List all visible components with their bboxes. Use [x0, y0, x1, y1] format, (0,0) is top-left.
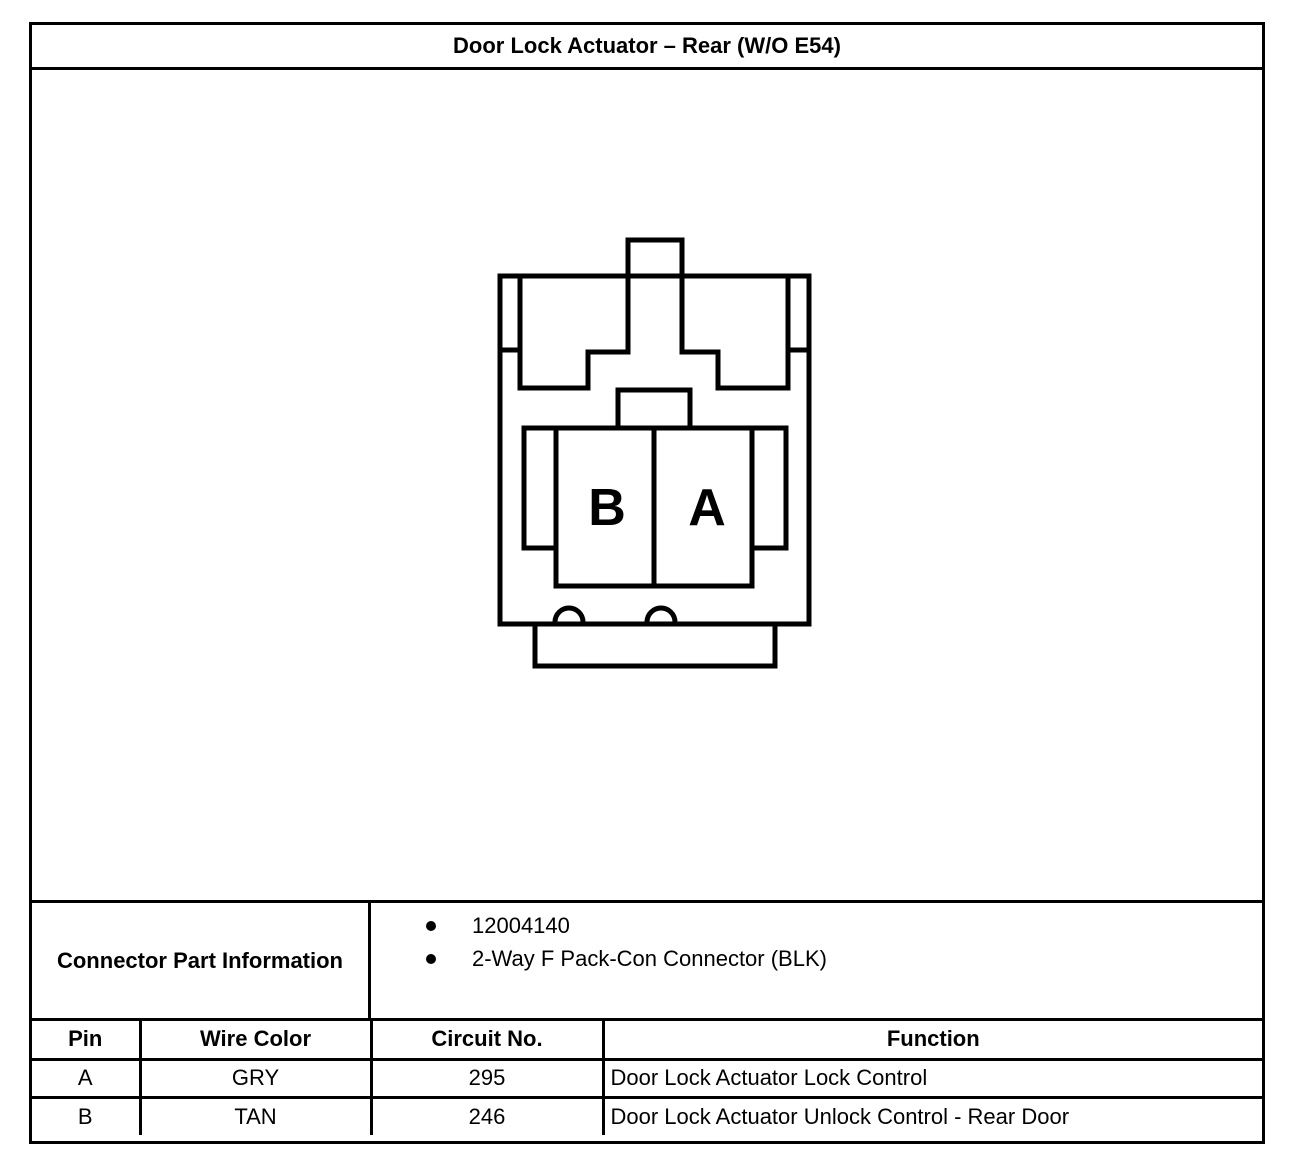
connector-description: 2-Way F Pack-Con Connector (BLK) — [472, 946, 827, 971]
function-cell: Door Lock Actuator Unlock Control - Rear Door — [610, 1103, 1070, 1129]
side-rib-right — [752, 428, 786, 548]
table-row — [32, 1059, 1262, 1097]
sheet-title: Door Lock Actuator – Rear (W/O E54) — [32, 25, 1262, 70]
wire-color-cell: TAN — [140, 1097, 371, 1135]
part-information-section — [32, 903, 1262, 1021]
pin-cell: A — [32, 1059, 140, 1097]
detent-left — [555, 608, 583, 622]
connector-sheet — [29, 22, 1265, 1144]
circuit-cell: 295 — [371, 1059, 603, 1097]
cavity-label-b: B — [588, 479, 626, 537]
circuit-cell: 246 — [371, 1097, 603, 1135]
part-info-item — [426, 944, 827, 974]
wire-color-cell: GRY — [140, 1059, 371, 1097]
bullet-icon — [426, 954, 436, 964]
pin-table — [32, 1021, 1262, 1135]
function-cell: Door Lock Actuator Lock Control — [603, 1059, 1262, 1097]
header-function: Function — [603, 1021, 1262, 1059]
header-wire-color: Wire Color — [140, 1021, 371, 1059]
part-info-values — [371, 903, 1262, 1018]
connector-face-view — [32, 70, 1262, 900]
pin-cell: B — [32, 1097, 140, 1135]
cavity-label-a: A — [688, 479, 726, 537]
part-info-label: Connector Part Information — [32, 903, 371, 1018]
side-rib-left — [524, 428, 556, 548]
connector-diagram — [32, 70, 1262, 903]
detent-right — [647, 608, 675, 622]
header-circuit: Circuit No. — [371, 1021, 603, 1059]
bottom-flange — [535, 624, 775, 666]
table-row — [32, 1097, 1262, 1135]
latch-stem — [618, 390, 690, 428]
bullet-icon — [426, 921, 436, 931]
header-pin: Pin — [32, 1021, 140, 1059]
lock-tab — [520, 240, 788, 388]
part-number: 12004140 — [472, 913, 570, 938]
part-info-item — [426, 911, 570, 941]
pin-table-header — [32, 1021, 1262, 1059]
